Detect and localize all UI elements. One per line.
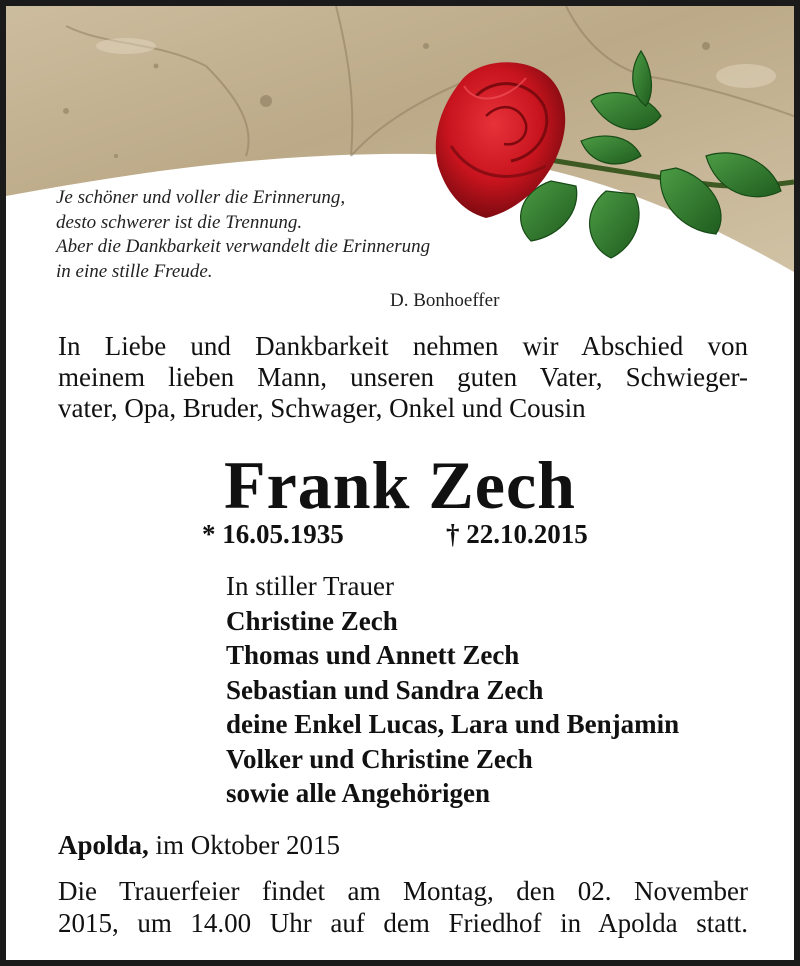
mourner-name: Sebastian und Sandra Zech <box>226 674 544 705</box>
quote-line: Aber die Dankbarkeit verwandelt die Erinnerung <box>56 236 431 257</box>
intro-line: vater, Opa, Bruder, Schwager, Onkel und Cousin <box>58 393 586 423</box>
place-date <box>58 830 340 861</box>
mourner-name: Volker und Christine Zech <box>226 743 533 774</box>
service-line: Die Trauerfeier findet am Montag, den 02. November <box>58 876 748 906</box>
mourners-heading: In stiller Trauer <box>226 571 394 601</box>
mourner-name: deine Enkel Lucas, Lara und Benjamin <box>226 709 680 739</box>
intro-line: In Liebe und Dankbarkeit nehmen wir Abschied von <box>58 331 748 361</box>
service-info <box>58 875 748 939</box>
mourner-name: Christine Zech <box>226 605 398 636</box>
quote-text <box>56 186 576 284</box>
quote-line: Je schöner und voller die Erinnerung, <box>56 187 346 208</box>
quote-line: desto schwerer ist die Trennung. <box>56 211 303 233</box>
notice-date: im Oktober 2015 <box>148 830 341 860</box>
mourner-name: Thomas und Annett Zech <box>226 640 520 670</box>
mourner-name: sowie alle Angehörigen <box>226 778 490 808</box>
quote-author: D. Bonhoeffer <box>390 290 500 311</box>
deceased-name: Frank Zech <box>224 447 576 523</box>
place-name: Apolda, <box>58 830 149 860</box>
mourners-list <box>226 569 679 811</box>
intro-line: meinem lieben Mann, unseren guten Vater, Schwieger- <box>58 362 748 392</box>
service-line: 2015, um 14.00 Uhr auf dem Friedhof in Apolda statt. <box>58 908 748 938</box>
quote-line: in eine stille Freude. <box>56 260 213 282</box>
intro-text <box>58 331 748 424</box>
death-date: † 22.10.2015 <box>446 519 588 549</box>
birth-date: * 16.05.1935 <box>202 519 344 549</box>
